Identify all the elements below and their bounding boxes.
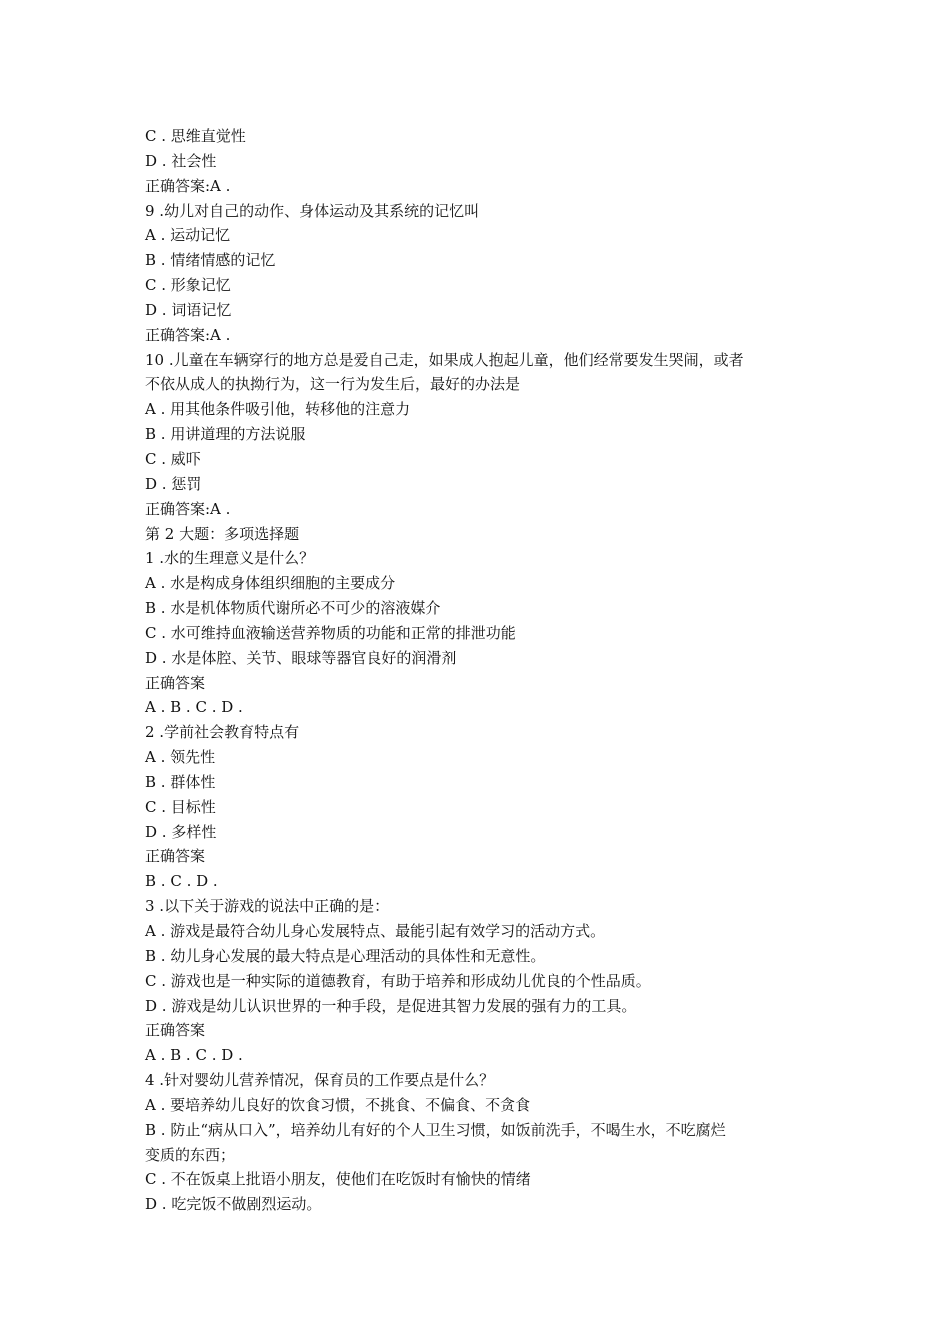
option-line: B . 幼儿身心发展的最大特点是心理活动的具体性和无意性。 [145,946,546,965]
option-line: D . 社会性 [145,151,217,170]
section-heading: 第 2 大题：多项选择题 [145,524,300,543]
answer-line: 正确答案:A . [145,499,231,518]
question-line: 1 .水的生理意义是什么？ [145,549,315,568]
answer-value: A . B . C . D . [145,1046,243,1065]
option-line: A . 要培养幼儿良好的饮食习惯，不挑食、不偏食、不贪食 [145,1095,531,1114]
question-line: 3 .以下关于游戏的说法中正确的是： [145,897,390,916]
question-line: 9 .幼儿对自己的动作、身体运动及其系统的记忆叫 [145,201,480,220]
option-line: B . 水是机体物质代谢所必不可少的溶液媒介 [145,599,441,618]
option-line: A . 领先性 [145,748,216,767]
question-line-continued: 不依从成人的执拗行为，这一行为发生后，最好的办法是 [145,375,521,394]
option-line: B . 群体性 [145,772,216,791]
option-line: D . 水是体腔、关节、眼球等器官良好的润滑剂 [145,648,457,667]
answer-value: B . C . D . [145,872,218,891]
answer-line: 正确答案:A . [145,176,231,195]
option-line: C . 威吓 [145,449,201,468]
answer-value: A . B . C . D . [145,698,243,717]
option-line: C . 水可维持血液输送营养物质的功能和正常的排泄功能 [145,623,516,642]
question-line: 2 .学前社会教育特点有 [145,723,300,742]
option-line: B . 用讲道理的方法说服 [145,425,306,444]
option-line: D . 游戏是幼儿认识世界的一种手段，是促进其智力发展的强有力的工具。 [145,996,637,1015]
option-line: D . 吃完饭不做剧烈运动。 [145,1195,322,1214]
answer-label: 正确答案 [145,847,206,866]
option-line: C . 思维直觉性 [145,127,246,145]
option-line: C . 形象记忆 [145,276,231,295]
option-line: A . 游戏是最符合幼儿身心发展特点、最能引起有效学习的活动方式。 [145,922,606,940]
option-line: C . 游戏也是一种实际的道德教育，有助于培养和形成幼儿优良的个性品质。 [145,971,651,990]
document-body [145,124,815,1217]
answer-line: 正确答案:A . [145,325,231,344]
option-line: D . 词语记忆 [145,300,232,319]
option-line-continued: 变质的东西； [145,1145,236,1164]
option-line: D . 惩罚 [145,474,202,493]
option-line: B . 防止“病从口入”，培养幼儿有好的个人卫生习惯，如饭前洗手，不喝生水，不吃腐烂 [145,1120,726,1139]
question-line: 10 .儿童在车辆穿行的地方总是爱自己走，如果成人抱起儿童，他们经常要发生哭闹，或者 [145,350,744,369]
question-line: 4 .针对婴幼儿营养情况，保育员的工作要点是什么？ [145,1071,495,1090]
answer-label: 正确答案 [145,673,206,692]
option-line: A . 用其他条件吸引他，转移他的注意力 [145,400,411,419]
option-line: A . 水是构成身体组织细胞的主要成分 [145,574,396,593]
option-line: A . 运动记忆 [145,226,231,245]
option-line: C . 不在饭桌上批语小朋友，使他们在吃饭时有愉快的情绪 [145,1170,531,1189]
option-line: C . 目标性 [145,797,216,816]
answer-label: 正确答案 [145,1021,206,1040]
option-line: B . 情绪情感的记忆 [145,251,276,270]
option-line: D . 多样性 [145,822,217,841]
